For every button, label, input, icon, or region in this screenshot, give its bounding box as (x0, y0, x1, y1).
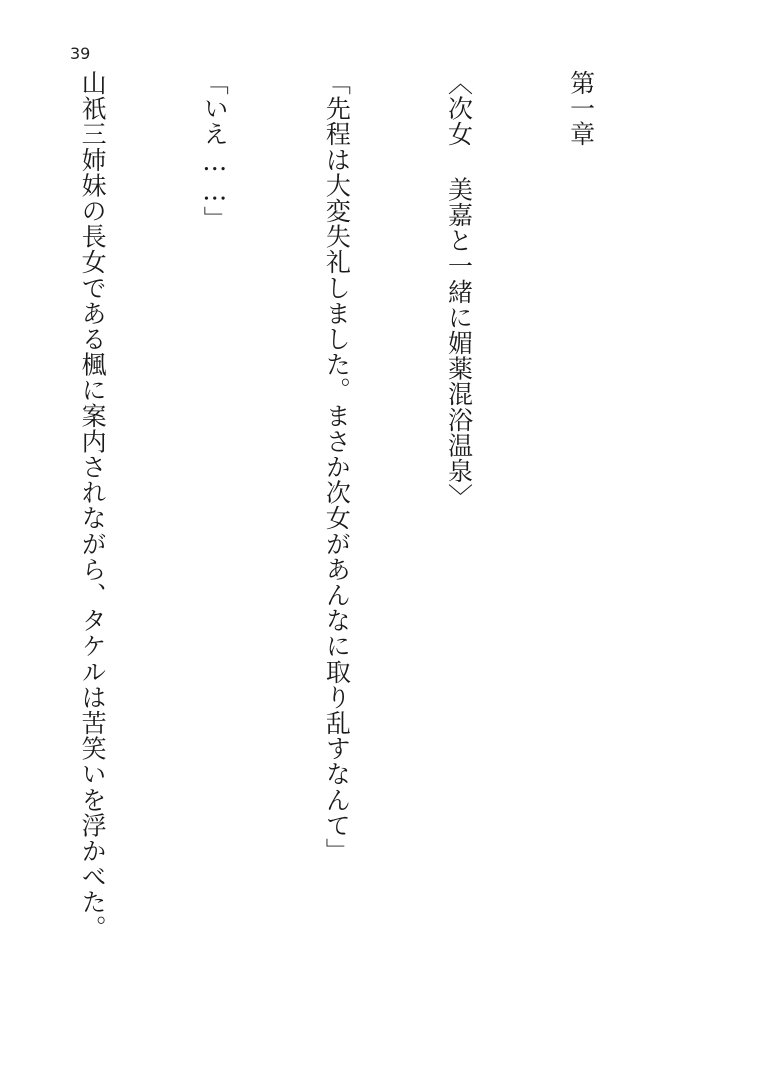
chapter-subtitle: 〈次女 美嘉と一緒に媚薬混浴温泉〉 (444, 70, 474, 510)
page-number: 39 (70, 44, 91, 63)
text-line-2: 「いえ……」 (200, 70, 230, 232)
text-line-1: 「先程は大変失礼しました。まさか次女があんなに取り乱すなんて」 (322, 70, 352, 864)
chapter-title: 第一章 (566, 70, 596, 147)
text-line-3: 山祇三姉妹の長女である楓に案内されながら、タケルは苦笑いを浮かべた。 (78, 70, 108, 941)
vertical-text-body (0, 70, 682, 1030)
